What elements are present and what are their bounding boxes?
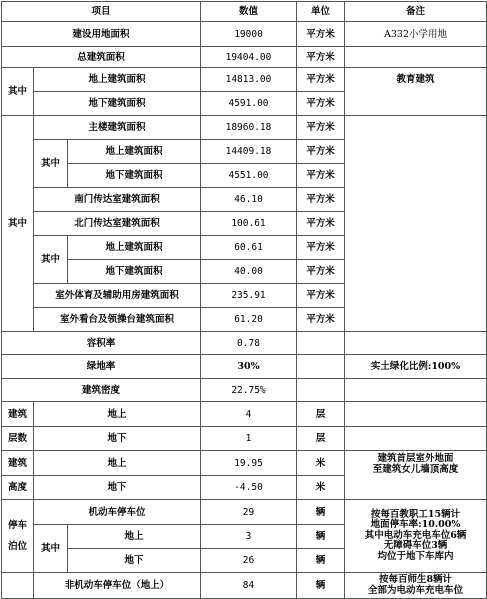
row-note [345, 427, 487, 451]
note-line: 建筑首层室外地面 [377, 453, 454, 464]
row-label: 北门传达室建筑面积 [34, 212, 201, 236]
row-value: 4551.00 [201, 164, 297, 188]
table-row [2, 116, 487, 140]
row-label: 建筑密度 [2, 379, 201, 402]
row-label: 地下 [34, 427, 201, 451]
row-label: 总建筑面积 [2, 47, 201, 68]
row-value: 30% [201, 355, 297, 379]
row-label: 非机动车停车位（地上） [34, 573, 201, 599]
note-line: 地面停车率:10.00% [370, 519, 461, 531]
row-value: -4.50 [201, 476, 297, 500]
note-line: 按每百师生8辆计 [378, 574, 453, 585]
row-value: 1 [201, 427, 297, 451]
note-line: 全部为电动车充电车位 [367, 584, 463, 596]
row-unit: 层 [297, 402, 345, 427]
table-row [2, 451, 487, 476]
row-label: 地下建筑面积 [68, 164, 201, 188]
row-unit: 米 [297, 451, 345, 476]
row-unit: 辆 [297, 549, 345, 573]
row-note: 教育建筑 [345, 68, 487, 116]
row-value: 4 [201, 402, 297, 427]
table-row [2, 332, 487, 355]
row-label: 地上 [68, 525, 201, 549]
table-header-row [2, 2, 487, 22]
row-value: 61.20 [201, 308, 297, 332]
note-line: 其中电动车充电车位6辆 [364, 529, 467, 541]
row-note [345, 379, 487, 402]
row-unit: 层 [297, 427, 345, 451]
row-note [345, 451, 487, 500]
row-unit: 平方米 [297, 212, 345, 236]
row-value: 235.91 [201, 284, 297, 308]
row-label: 容积率 [2, 332, 201, 355]
table-row [2, 379, 487, 402]
row-unit: 平方米 [297, 284, 345, 308]
subgroup-label: 其中 [34, 140, 68, 188]
row-label: 主楼建筑面积 [34, 116, 201, 140]
row-label: 机动车停车位 [34, 500, 201, 525]
row-value: 14409.18 [201, 140, 297, 164]
parking-label-line: 泊位 [7, 541, 27, 552]
floors-label-2: 层数 [2, 427, 34, 451]
row-label: 地下 [68, 549, 201, 573]
table-row [2, 22, 487, 47]
row-unit: 辆 [297, 500, 345, 525]
row-value: 100.61 [201, 212, 297, 236]
parking-label-cont [2, 573, 34, 599]
table-row [2, 355, 487, 379]
row-value: 46.10 [201, 188, 297, 212]
row-label: 地下建筑面积 [68, 260, 201, 284]
row-unit: 平方米 [297, 164, 345, 188]
row-value: 19.95 [201, 451, 297, 476]
parking-label [2, 500, 34, 573]
row-note [345, 47, 487, 68]
row-unit: 米 [297, 476, 345, 500]
subgroup-label: 其中 [34, 525, 68, 573]
row-value: 19404.00 [201, 47, 297, 68]
note-line: 无障碍车位3辆 [383, 540, 448, 552]
row-unit: 平方米 [297, 47, 345, 68]
row-unit: 平方米 [297, 260, 345, 284]
floors-label-1: 建筑 [2, 402, 34, 427]
table-row [2, 573, 487, 599]
row-value: 22.75% [201, 379, 297, 402]
row-unit: 平方米 [297, 236, 345, 260]
row-unit: 平方米 [297, 140, 345, 164]
row-value: 26 [201, 549, 297, 573]
row-label: 南门传达室建筑面积 [34, 188, 201, 212]
group-label: 其中 [2, 116, 34, 332]
row-value: 4591.00 [201, 92, 297, 116]
row-note: A332小学用地 [345, 22, 487, 47]
header-note: 备注 [345, 2, 487, 22]
row-label: 地上建筑面积 [34, 68, 201, 92]
row-value: 14813.00 [201, 68, 297, 92]
row-note [345, 573, 487, 599]
row-label: 地上 [34, 402, 201, 427]
table-row [2, 47, 487, 68]
row-unit: 平方米 [297, 68, 345, 92]
note-line: 至建筑女儿墙顶高度 [372, 464, 459, 475]
table-row [2, 427, 487, 451]
row-unit: 平方米 [297, 188, 345, 212]
row-note [345, 332, 487, 355]
row-label: 室外体育及辅助用房建筑面积 [34, 284, 201, 308]
row-label: 地上建筑面积 [68, 236, 201, 260]
table-row [2, 402, 487, 427]
parking-label-line: 停车 [7, 520, 27, 531]
row-label: 地下建筑面积 [34, 92, 201, 116]
header-item: 项目 [2, 2, 201, 22]
row-note [345, 500, 487, 573]
row-unit: 平方米 [297, 92, 345, 116]
row-value: 19000 [201, 22, 297, 47]
row-label: 地上 [34, 451, 201, 476]
row-unit: 平方米 [297, 116, 345, 140]
row-value: 3 [201, 525, 297, 549]
row-unit [297, 379, 345, 402]
row-unit: 辆 [297, 525, 345, 549]
indicator-table [1, 1, 487, 599]
height-label-2: 高度 [2, 476, 34, 500]
row-unit: 辆 [297, 573, 345, 599]
group-label: 其中 [2, 68, 34, 116]
row-value: 18960.18 [201, 116, 297, 140]
row-note [345, 116, 487, 332]
row-value: 40.00 [201, 260, 297, 284]
row-label: 地上建筑面积 [68, 140, 201, 164]
row-label: 绿地率 [2, 355, 201, 379]
row-value: 84 [201, 573, 297, 599]
height-label-1: 建筑 [2, 451, 34, 476]
row-label: 建设用地面积 [2, 22, 201, 47]
row-value: 0.78 [201, 332, 297, 355]
row-unit [297, 332, 345, 355]
row-note: 实土绿化比例:100% [345, 355, 487, 379]
subgroup-label: 其中 [34, 236, 68, 284]
row-value: 29 [201, 500, 297, 525]
row-note [345, 402, 487, 427]
note-line: 按每百教职工15辆计 [370, 508, 461, 520]
row-label: 室外看台及领操台建筑面积 [34, 308, 201, 332]
table-row [2, 68, 487, 92]
note-line: 均位于地下车库内 [377, 550, 454, 562]
row-unit: 平方米 [297, 22, 345, 47]
row-label: 地下 [34, 476, 201, 500]
header-value: 数值 [201, 2, 297, 22]
row-value: 60.61 [201, 236, 297, 260]
header-unit: 单位 [297, 2, 345, 22]
table-row [2, 500, 487, 525]
row-unit [297, 355, 345, 379]
row-unit: 平方米 [297, 308, 345, 332]
